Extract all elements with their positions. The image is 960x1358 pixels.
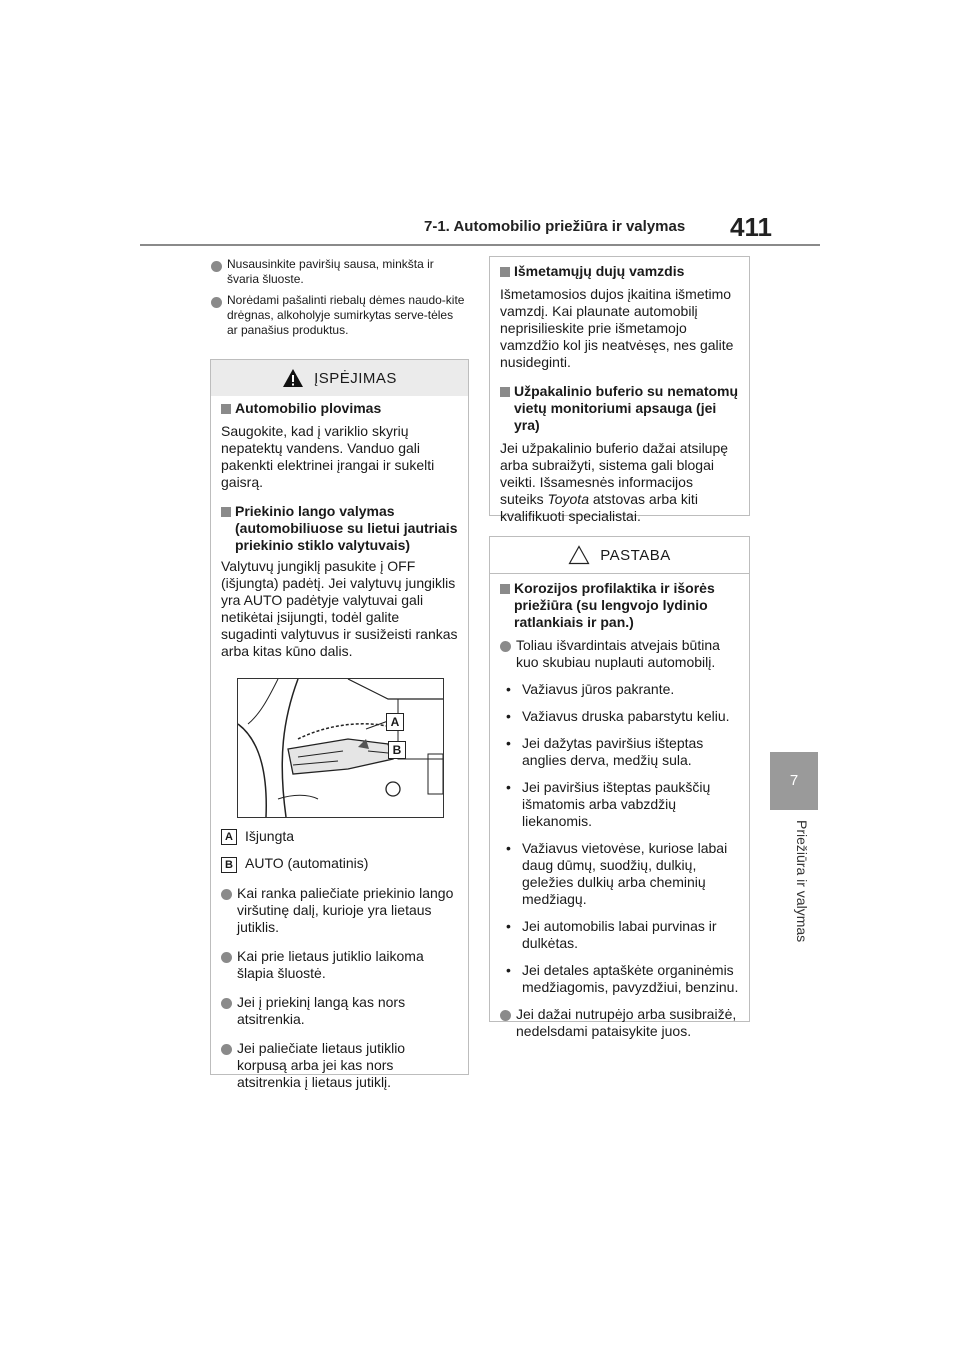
notice-final-bullet: Jei dažai nutrupėjo arba susibraižė, nedelsdami pataisykite juos.: [500, 1006, 739, 1040]
wiper-switch-drawing: [238, 679, 443, 817]
bumper-heading: Užpakalinio buferio su nematomų vietų monitoriumi apsauga (jei yra): [500, 383, 739, 434]
header-divider: [140, 244, 820, 246]
bumper-text: [500, 440, 739, 525]
warning-text-windshield: Valytuvų jungiklį pasukite į OFF (išjungta) padėtį. Jei valytuvų jungiklis yra AUTO padėtyje valytuvai gali netikėtai įsijungti, todėl galite sugadinti valytuvus ir susižeisti rankas arba kitas kūno dalis.: [221, 558, 458, 659]
exhaust-heading: Išmetamųjų dujų vamzdis: [500, 263, 739, 280]
exhaust-text: Išmetamosios dujos įkaitina išmetimo vamzdį. Kai plaunate automobilį neprisilieskite prie išmetamojo vamzdžio kol jis neatvėsęs, nes galite nusideginti.: [500, 286, 734, 370]
legend-b-key: B: [221, 857, 237, 873]
warning-bullet: Jei paliečiate lietaus jutiklio korpusą arba jei kas nors atsitrenkia į lietaus jutiklį.: [221, 1040, 458, 1091]
notice-item: • Važiavus jūros pakrante.: [500, 681, 739, 698]
callout-b: B: [388, 741, 406, 759]
notice-item: • Važiavus druska pabarstytu keliu.: [500, 708, 739, 725]
legend-a-text: Išjungta: [245, 828, 295, 844]
callout-a: A: [386, 713, 404, 731]
warning-bullet: Jei į priekinį langą kas nors atsitrenkia.: [221, 994, 458, 1028]
warning-heading-windshield: Priekinio lango valymas (automobiliuose su lietui jautriais priekinio stiklo valytuvais): [221, 503, 458, 554]
page-number: 411: [730, 212, 772, 242]
notice-header: [490, 537, 749, 574]
bumper-text-part1: Jei užpakalinio buferio dažai atsilupę arba subraižyti, sistema gali blogai veikti. Išsamesnės informacijos suteiks: [500, 440, 729, 507]
notice-item: • Jei detales aptaškėte organinėmis medžiagomis, pavyzdžiui, benzinu.: [500, 962, 739, 996]
notice-box: [489, 536, 750, 1039]
caution-icon: [568, 545, 590, 565]
bumper-text-part2: atstovas arba kiti kvalifikuoti specialistai.: [500, 491, 698, 524]
warning-title: ĮSPĖJIMAS: [314, 369, 397, 387]
notice-item: • Jei dažytas paviršius išteptas anglies derva, medžių sula.: [500, 735, 739, 769]
warning-box: [210, 359, 469, 1090]
warning-heading-washing: Automobilio plovimas: [221, 400, 458, 417]
brand-name: Toyota: [547, 491, 589, 507]
warning-continuation-box: [489, 256, 750, 524]
intro-bullets: [211, 257, 466, 338]
corrosion-heading: Korozijos profilaktika ir išorės priežiūra (su lengvojo lydinio ratlankiais ir pan.): [500, 580, 739, 631]
legend-a-key: A: [221, 829, 237, 845]
chapter-title: Priežiūra ir valymas: [794, 820, 810, 943]
warning-header: [211, 360, 468, 396]
corrosion-intro: Toliau išvardintais atvejais būtina kuo skubiau nuplauti automobilį.: [500, 637, 739, 671]
intro-bullet: Norėdami pašalinti riebalų dėmes naudo-kite drėgnas, alkoholyje sumirkytas serve-tėles ar panašius produktus.: [211, 293, 466, 338]
wiper-switch-illustration: [237, 678, 444, 818]
notice-item: • Jei paviršius išteptas paukščių išmatomis arba vabzdžių liekanomis.: [500, 779, 739, 830]
chapter-tab: 7: [770, 752, 818, 810]
warning-icon: [282, 368, 304, 388]
legend-a: [221, 828, 458, 845]
notice-item: • Jei automobilis labai purvinas ir dulkėtas.: [500, 918, 739, 952]
notice-item: • Važiavus vietovėse, kuriose labai daug dūmų, suodžių, dulkių, geležies dulkių arba cheminių medžiagų.: [500, 840, 739, 908]
notice-title: PASTABA: [600, 546, 671, 564]
legend-b: [221, 855, 458, 872]
warning-bullet: Kai prie lietaus jutiklio laikoma šlapia šluostė.: [221, 948, 458, 982]
intro-bullet: Nusausinkite paviršių sausa, minkšta ir švaria šluoste.: [211, 257, 466, 287]
section-title: 7-1. Automobilio priežiūra ir valymas: [424, 218, 686, 235]
legend-b-text: AUTO (automatinis): [245, 855, 369, 872]
warning-bullet: Kai ranka paliečiate priekinio lango viršutinę dalį, kurioje yra lietaus jutiklis.: [221, 885, 458, 936]
warning-text-washing: Saugokite, kad į variklio skyrių nepatektų vandens. Vanduo gali pakenkti elektrinei įrangai ir sukelti gaisrą.: [221, 423, 435, 490]
